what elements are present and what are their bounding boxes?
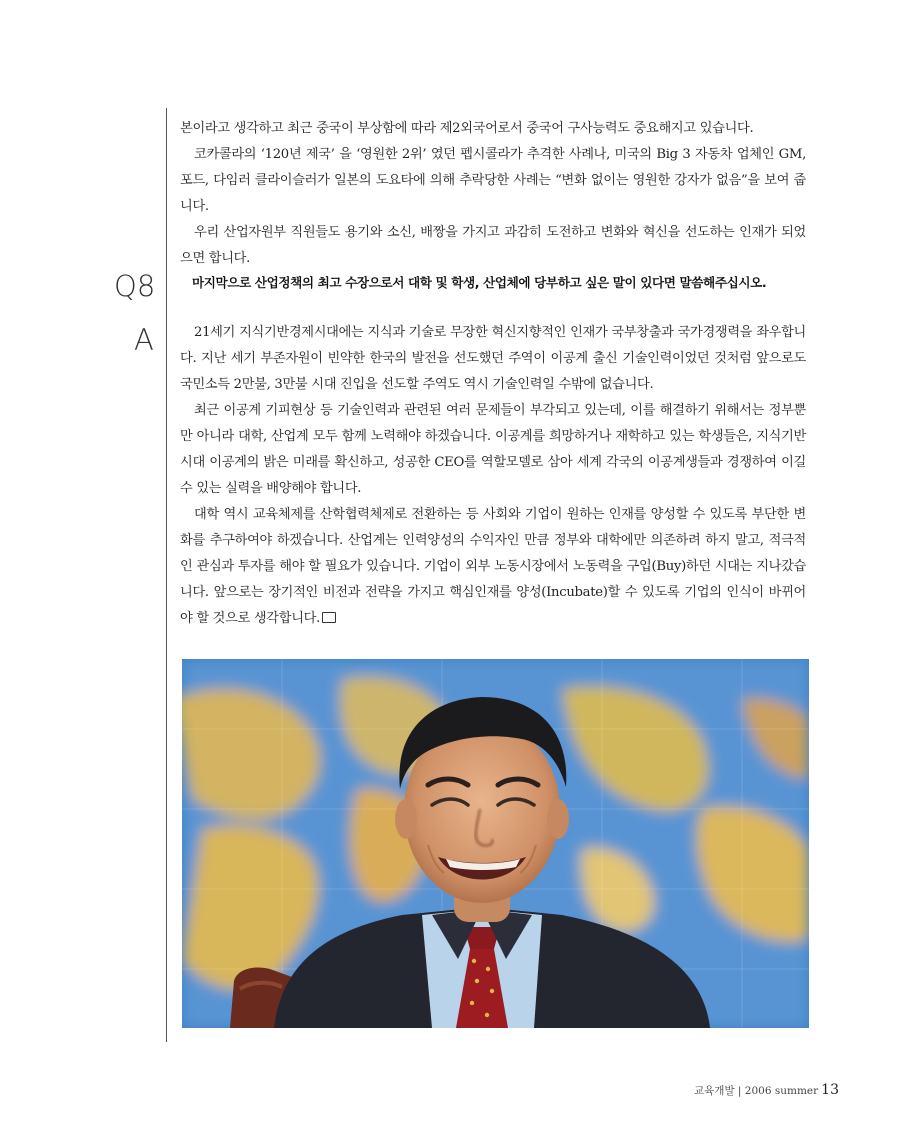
question-label: Q8 [114, 269, 156, 303]
continuation-paragraph-1: 본이라고 생각하고 최근 중국이 부상함에 따라 제2외국어로서 중국어 구사능력도 중요해지고 있습니다. [180, 121, 754, 136]
question-text: 마지막으로 산업정책의 최고 수장으로서 대학 및 학생, 산업체에 당부하고 싶은 말이 있다면 말씀해주십시오. [192, 275, 767, 290]
continuation-paragraph-3: 우리 산업자원부 직원들도 용기와 소신, 배짱을 가지고 과감히 도전하고 변화와 혁신을 선도하는 인재가 되었으면 합니다. [180, 225, 806, 266]
continuation-paragraph-2: 코카콜라의 ‘120년 제국’ 을 ‘영원한 2위’ 였던 펩시콜라가 추격한 사례나, 미국의 Big 3 자동차 업체인 GM, 포드, 다임러 클라이슬러가 일본의 도요타에 의해 추락당한 사례는 “변화 없이는 영원한 강자가 없음”을 보여 줍니다. [180, 147, 806, 214]
answer-paragraph-2: 최근 이공계 기피현상 등 기술인력과 관련된 여러 문제들이 부각되고 있는데, 이를 해결하기 위해서는 정부뿐만 아니라 대학, 산업계 모두 함께 노력해야 하겠습니다. 이공계를 희망하거나 재학하고 있는 학생들은, 지식기반시대 이공계의 밝은 미래를 확신하고, 성공한 CEO를 역할모델로 삼아 세계 각국의 이공계생들과 경쟁하여 이길 수 있는 실력을 배양해야 합니다. [180, 403, 806, 496]
answer-text [180, 320, 806, 632]
answer-label: A [134, 323, 154, 357]
vertical-rule [166, 108, 167, 1042]
magazine-issue: 교육개발 | 2006 summer [694, 1085, 819, 1097]
end-of-article-icon [322, 612, 336, 623]
page-number: 13 [821, 1082, 839, 1098]
continuation-text [180, 116, 806, 272]
page-footer [694, 1082, 839, 1099]
portrait-illustration [182, 659, 809, 1028]
answer-paragraph-3-text: 대학 역시 교육체제를 산학협력체제로 전환하는 등 사회와 기업이 원하는 인재를 양성할 수 있도록 부단한 변화를 추구하여야 하겠습니다. 산업계는 인력양성의 수익자인 만큼 정부와 대학에만 의존하려 하지 말고, 적극적인 관심과 투자를 해야 할 필요가 있습니다. 기업이 외부 노동시장에서 노동력을 구입(Buy)하던 시대는 지나갔습니다. 앞으로는 장기적인 비전과 전략을 가지고 핵심인재를 양성(Incubate)할 수 있도록 기업의 인식이 바뀌어야 할 것으로 생각합니다. [180, 507, 806, 626]
answer-paragraph-1: 21세기 지식기반경제시대에는 지식과 기술로 무장한 혁신지향적인 인재가 국부창출과 국가경쟁력을 좌우합니다. 지난 세기 부존자원이 빈약한 한국의 발전을 선도했던 주역이 이공계 출신 기술인력이었던 것처럼 앞으로도 국민소득 2만불, 3만불 시대 진입을 선도할 주역도 역시 기술인력일 수밖에 없습니다. [180, 325, 806, 392]
answer-paragraph-3 [180, 502, 806, 632]
interview-photo [182, 659, 809, 1028]
